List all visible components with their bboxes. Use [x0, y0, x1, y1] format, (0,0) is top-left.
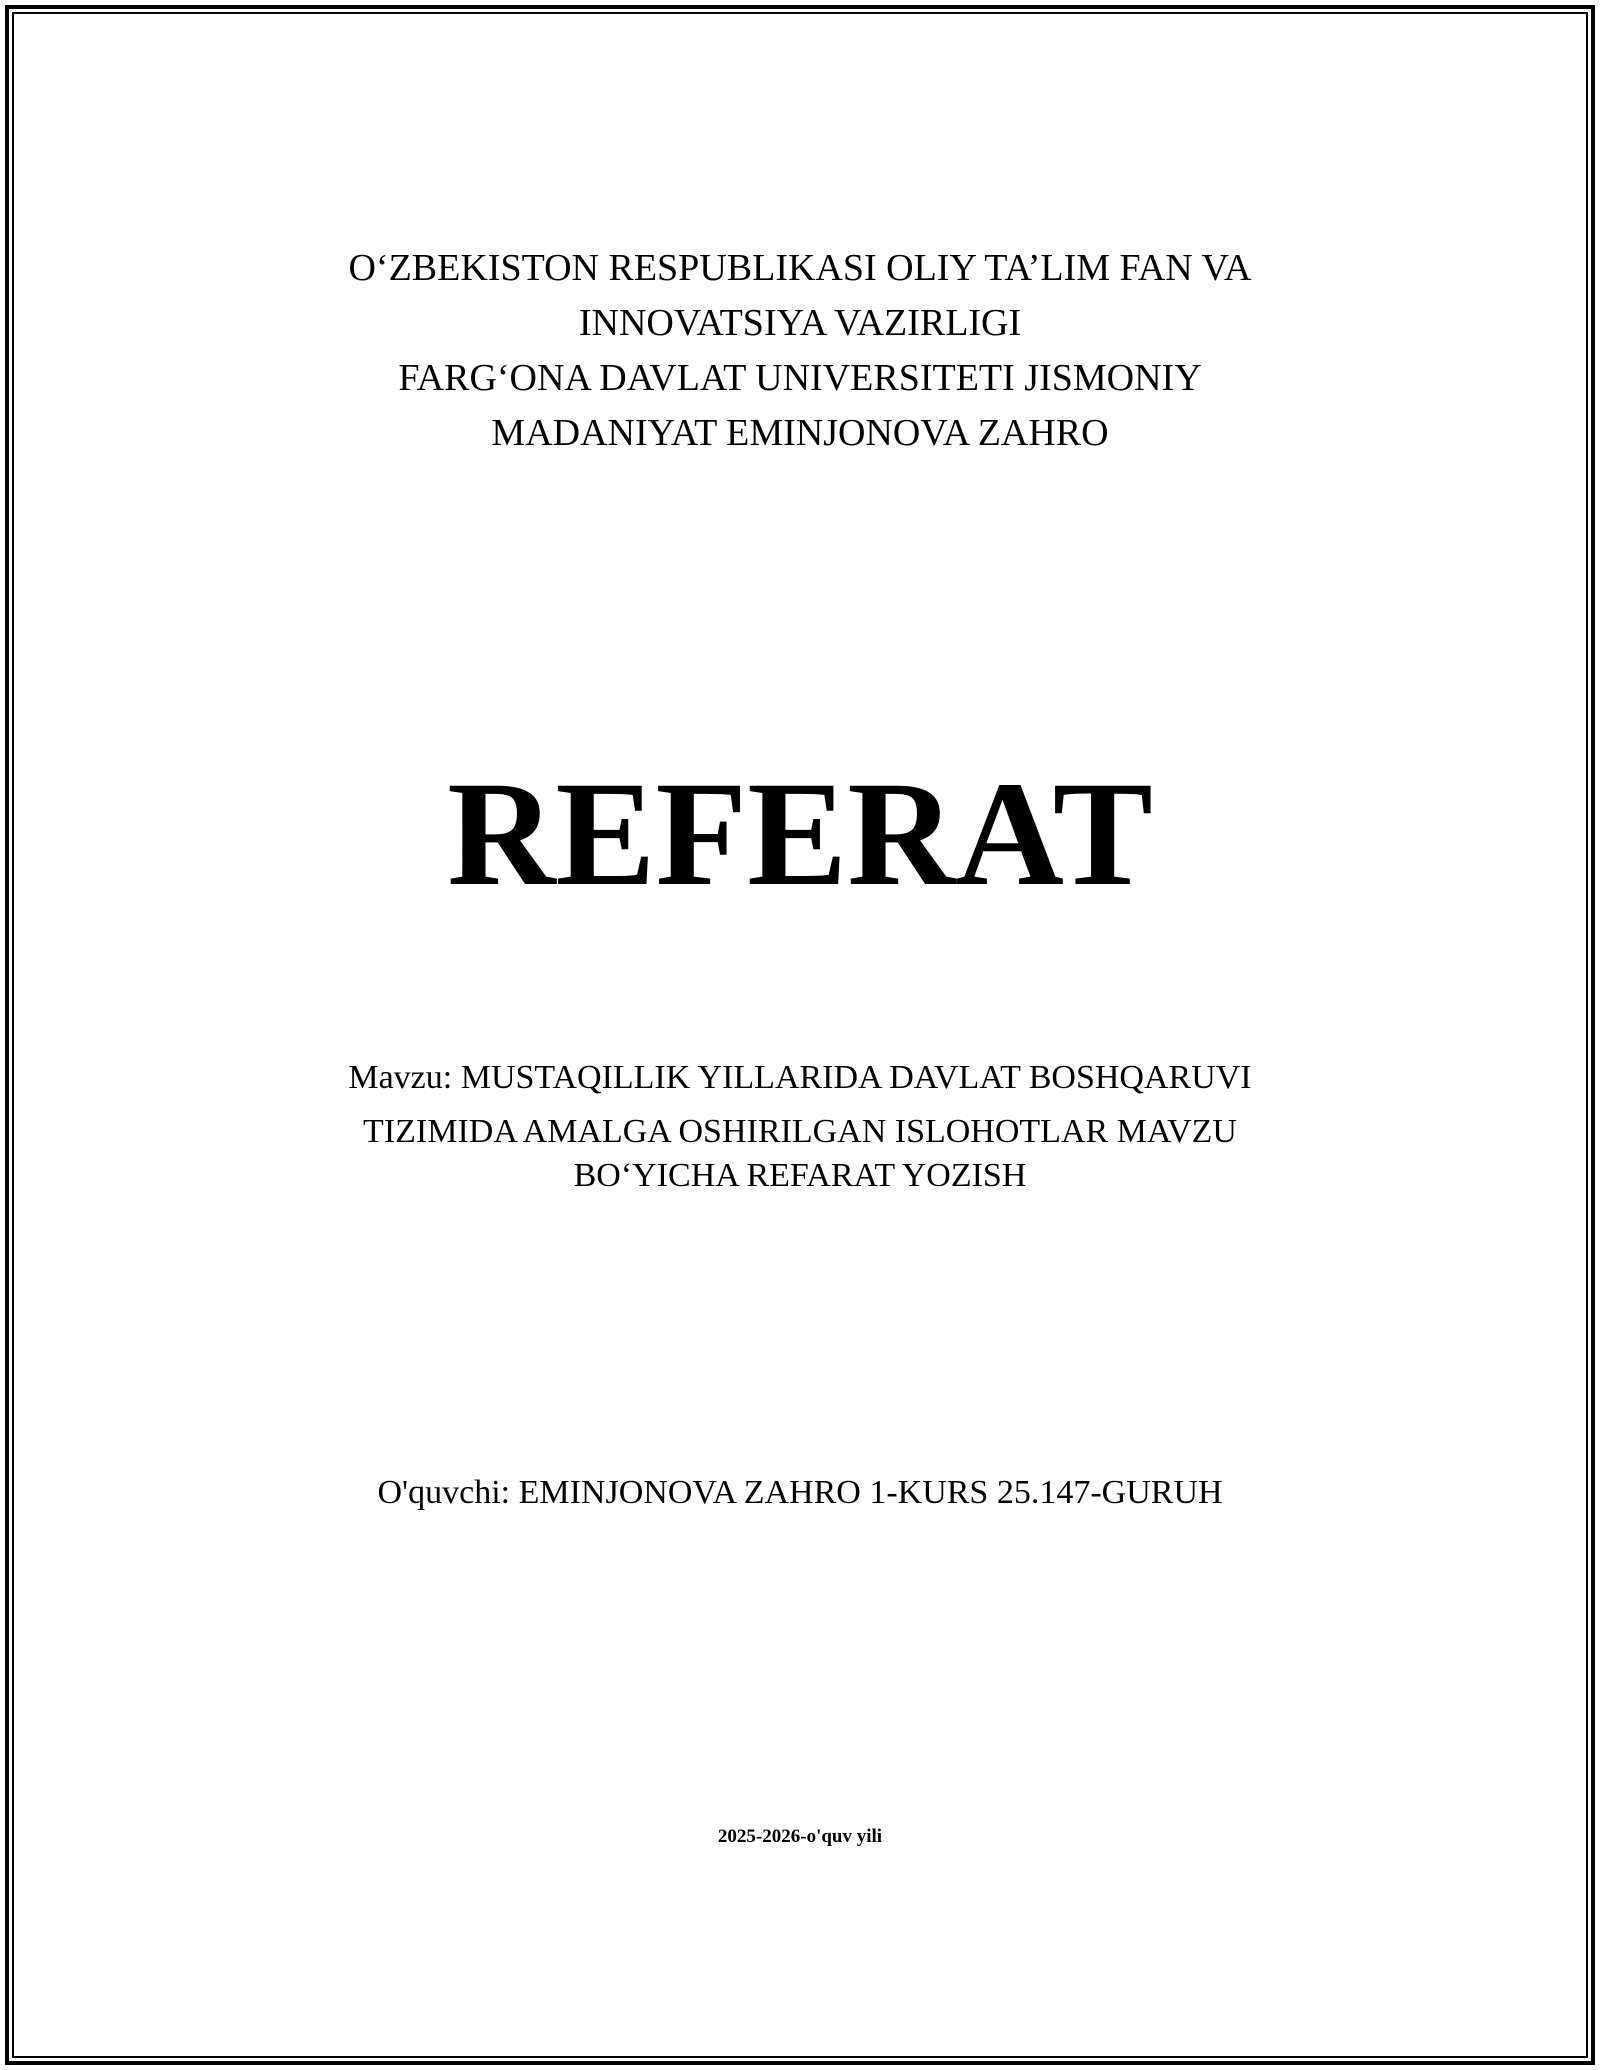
ministry-header-line-2: INNOVATSIYA VAZIRLIGI: [578, 302, 1022, 344]
topic-line-2: TIZIMIDA AMALGA OSHIRILGAN ISLOHOTLAR MAVZU: [363, 1113, 1237, 1150]
university-header-line-2: MADANIYAT EMINJONOVA ZAHRO: [491, 412, 1109, 454]
topic-line-1: Mavzu: MUSTAQILLIK YILLARIDA DAVLAT BOSHQARUVI: [348, 1059, 1252, 1096]
topic-line-3: BO‘YICHA REFARAT YOZISH: [573, 1157, 1027, 1194]
ministry-header-line-1: O‘ZBEKISTON RESPUBLIKASI OLIY TA’LIM FAN VA: [348, 247, 1252, 289]
academic-year: 2025-2026-o'quv yili: [717, 1826, 883, 1847]
student-info: O'quvchi: EMINJONOVA ZAHRO 1-KURS 25.147-GURUH: [377, 1474, 1223, 1511]
university-header-line-1: FARG‘ONA DAVLAT UNIVERSITETI JISMONIY: [398, 357, 1202, 399]
document-title: REFERAT: [447, 751, 1153, 917]
